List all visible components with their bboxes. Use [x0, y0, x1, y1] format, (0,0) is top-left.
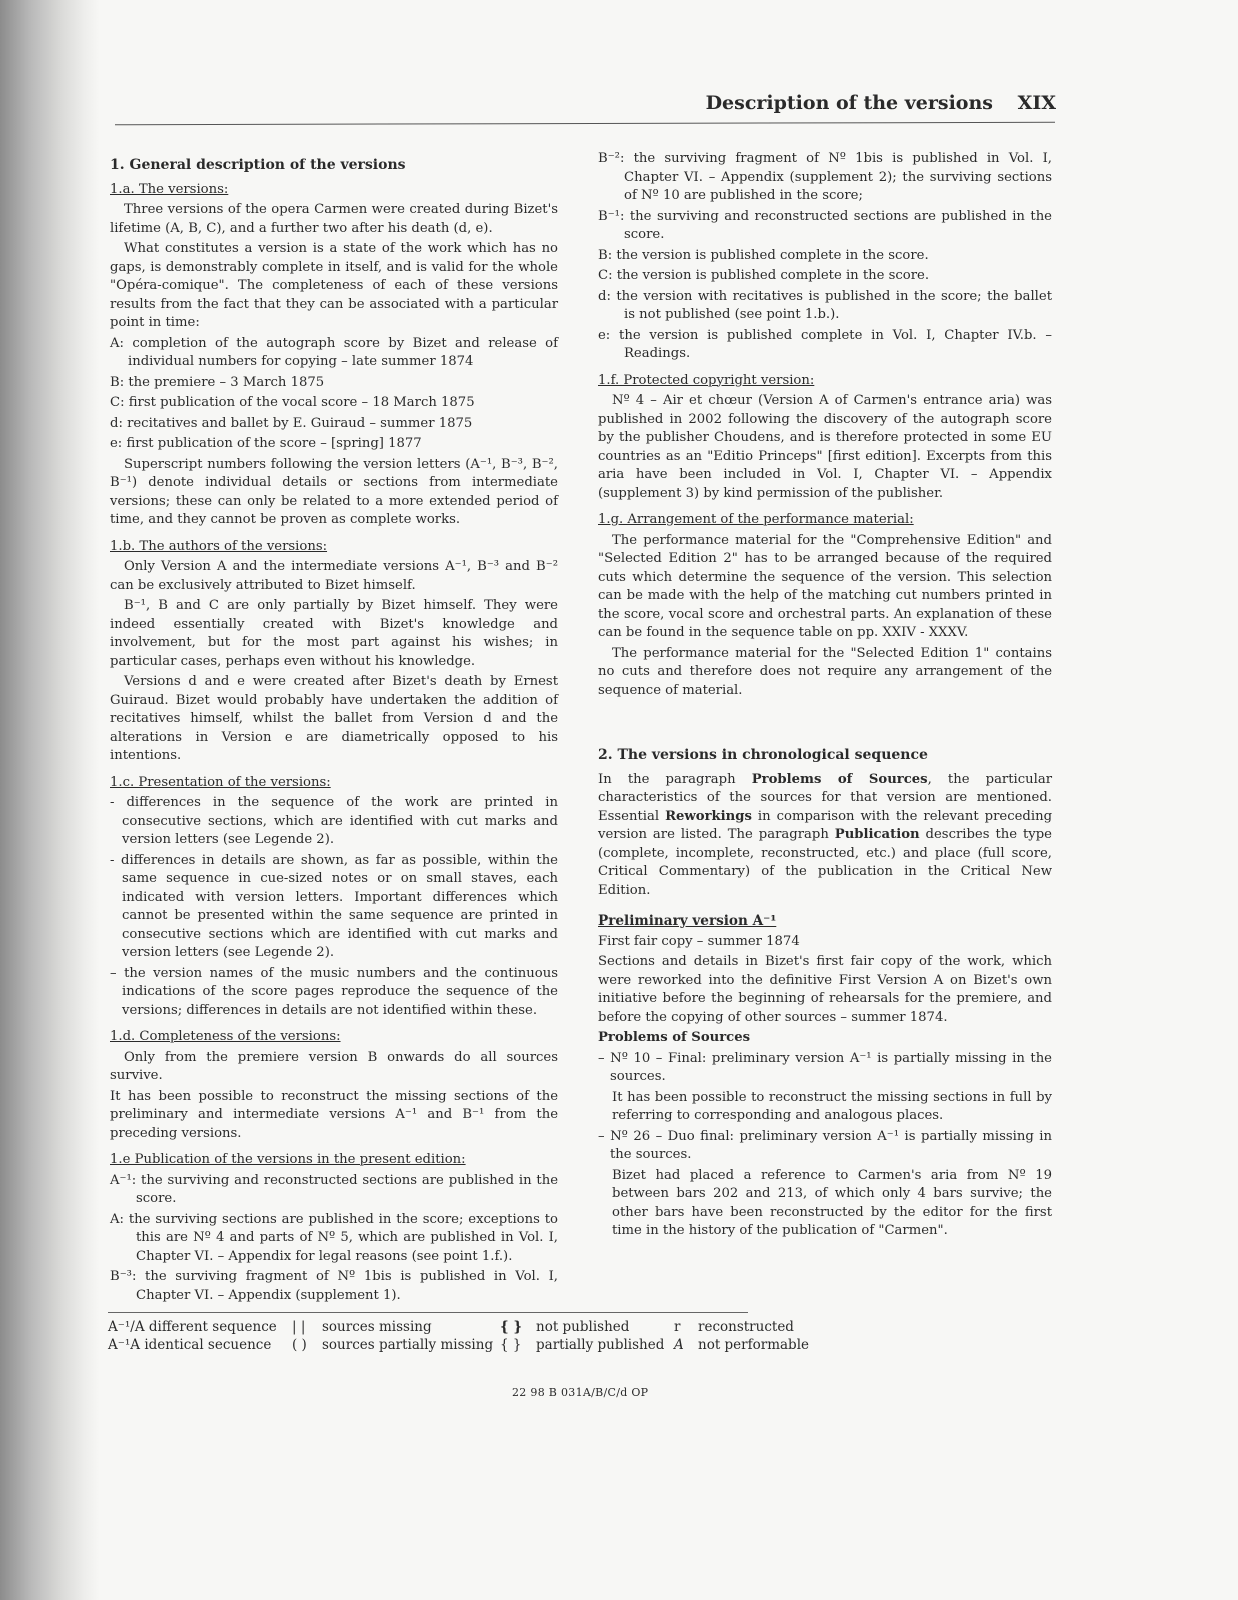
list-item: – Nº 26 – Duo final: preliminary version A⁻¹ is partially missing in the sources.	[598, 1128, 1052, 1162]
right-column	[598, 150, 1052, 1243]
legend-symbol: r	[674, 1319, 681, 1335]
version-heading: Preliminary version A⁻¹	[598, 913, 777, 929]
list-item: – the version names of the music numbers and the continuous indications of the score pages reproduce the sequence of the versions; differences in details are not identified within these.	[110, 965, 558, 1018]
header-rule	[115, 122, 1055, 125]
legend-item: not published	[536, 1319, 630, 1335]
list-item: C: first publication of the vocal score – 18 March 1875	[110, 395, 475, 410]
subheading-1a: 1.a. The versions:	[110, 181, 229, 197]
list-item: - differences in the sequence of the work are printed in consecutive sections, which are identified with cut marks and version letters (see Legende 2).	[110, 795, 558, 847]
legend-rule	[108, 1312, 748, 1313]
paragraph: What constitutes a version is a state of the work which has no gaps, is demonstrably complete in itself, and is valid for the whole "Opéra-comique". The completeness of each of these versions results from the fact that they can be associated with a particular point in time:	[110, 241, 558, 330]
list-item: B⁻¹: the surviving and reconstructed sections are published in the score.	[598, 208, 1052, 242]
book-spine-shadow	[0, 0, 100, 1600]
header-title: Description of the versions	[705, 92, 993, 114]
paragraph: In the paragraph Problems of Sources, the particular characteristics of the sources for that version are mentioned. Essential Reworkings in comparison with the relevant preceding version are listed. The paragraph Publication describes the type (complete, incomplete, reconstructed, etc.) and place (full score, Critical Commentary) of the publication in the Critical New Edition.	[598, 771, 1053, 898]
list-item: C: the version is published complete in the score.	[598, 268, 930, 283]
paragraph: The performance material for the "Selected Edition 1" contains no cuts and therefore does not require any arrangement of the sequence of material.	[598, 645, 1052, 698]
paragraph: It has been possible to reconstruct the missing sections of the preliminary and intermediate versions A⁻¹ and B⁻¹ from the preceding versions.	[110, 1088, 558, 1141]
legend-item: not performable	[698, 1337, 809, 1353]
list-item: B: the version is published complete in the score.	[598, 247, 929, 263]
legend-symbol: A	[674, 1337, 684, 1353]
paragraph: Only Version A and the intermediate versions A⁻¹, B⁻³ and B⁻² can be exclusively attributed to Bizet himself.	[110, 559, 558, 593]
list-item: e: the version is published complete in Vol. I, Chapter IV.b. – Readings.	[598, 327, 1052, 361]
legend-symbol: ( )	[292, 1337, 307, 1353]
legend-item: A⁻¹A identical secuence	[108, 1337, 272, 1353]
subheading-1c: 1.c. Presentation of the versions:	[110, 774, 331, 790]
legend-symbol: { }	[500, 1319, 523, 1335]
legend-item: A⁻¹/A different sequence	[108, 1319, 277, 1335]
subheading-1e: 1.e Publication of the versions in the present edition:	[110, 1152, 466, 1167]
legend-item: reconstructed	[698, 1319, 794, 1335]
list-item: B⁻³: the surviving fragment of Nº 1bis is published in Vol. I, Chapter VI. – Appendix (supplement 1).	[110, 1269, 558, 1303]
list-item: d: the version with recitatives is published in the score; the ballet is not published (see point 1.b.).	[598, 288, 1052, 322]
list-item: B: the premiere – 3 March 1875	[110, 374, 325, 390]
footer-code: 22 98 B 031A/B/C/d OP	[512, 1386, 649, 1399]
legend-symbol: | |	[292, 1319, 306, 1335]
version-date: First fair copy – summer 1874	[598, 933, 800, 949]
page-number: XIX	[1017, 92, 1056, 114]
subheading-1d: 1.d. Completeness of the versions:	[110, 1029, 341, 1044]
paragraph: Versions d and e were created after Bizet's death by Ernest Guiraud. Bizet would probably have undertaken the addition of recitatives himself, whilst the ballet from Version d and the alterations in Version e are diametrically opposed to his intentions.	[110, 674, 558, 763]
section-heading-1: 1. General description of the versions	[110, 157, 406, 173]
subheading-1b: 1.b. The authors of the versions:	[110, 538, 328, 554]
running-header	[706, 92, 1056, 114]
list-item: A: the surviving sections are published in the score; exceptions to this are Nº 4 and parts of Nº 5, which are published in Vol. I, Chapter VI. – Appendix for legal reasons (see point 1.f.).	[110, 1211, 558, 1264]
list-item: A: completion of the autograph score by Bizet and release of individual numbers for copying – late summer 1874	[110, 335, 558, 369]
list-item: d: recitatives and ballet by E. Guiraud – summer 1875	[110, 415, 473, 431]
problems-heading: Problems of Sources	[598, 1030, 751, 1045]
legend-item: partially published	[536, 1337, 665, 1353]
legend-symbol: { }	[500, 1337, 522, 1353]
list-item: B⁻²: the surviving fragment of Nº 1bis is published in Vol. I, Chapter VI. – Appendix (supplement 2); the surviving sections of Nº 10 are published in the score;	[598, 151, 1052, 203]
paragraph: Superscript numbers following the version letters (A⁻¹, B⁻³, B⁻², B⁻¹) denote individual details or sections from intermediate versions; these can only be related to a more extended period of time, and they cannot be proven as complete works.	[110, 456, 558, 527]
section-heading-2: 2. The versions in chronological sequence	[598, 747, 928, 763]
legend-item: sources partially missing	[322, 1337, 494, 1353]
paragraph: Nº 4 – Air et chœur (Version A of Carmen's entrance aria) was published in 2002 following the discovery of the autograph score by the publisher Choudens, and is therefore protected in some EU countries as an "Editio Princeps" [first edition]. Excerpts from this aria have been included in Vol. I, Chapter VI. – Appendix (supplement 3) by kind permission of the publisher.	[598, 393, 1052, 501]
list-item: e: first publication of the score – [spring] 1877	[110, 436, 422, 451]
list-item: – Nº 10 – Final: preliminary version A⁻¹ is partially missing in the sources.	[598, 1050, 1052, 1084]
subheading-1f: 1.f. Protected copyright version:	[598, 372, 815, 388]
subheading-1g: 1.g. Arrangement of the performance material:	[598, 512, 914, 527]
paragraph: Three versions of the opera Carmen were created during Bizet's lifetime (A, B, C), and a further two after his death (d, e).	[110, 202, 558, 236]
left-column	[110, 150, 558, 1307]
list-item: A⁻¹: the surviving and reconstructed sections are published in the score.	[110, 1172, 558, 1206]
paragraph: Only from the premiere version B onwards do all sources survive.	[110, 1049, 558, 1083]
list-item: - differences in details are shown, as far as possible, within the same sequence in cue-sized notes or on small staves, each indicated with version letters. Important differences which cannot be presented within the same sequence are printed in consecutive sections which are identified with cut marks and version letters (see Legende 2).	[110, 852, 558, 960]
paragraph: The performance material for the "Comprehensive Edition" and "Selected Edition 2" has to be arranged because of the required cuts which determine the sequence of the version. This selection can be made with the help of the matching cut numbers printed in the score, vocal score and orchestral parts. An explanation of these can be found in the sequence table on pp. XXIV - XXXV.	[598, 532, 1052, 640]
paragraph: It has been possible to reconstruct the missing sections in full by referring to corresponding and analogous places.	[612, 1089, 1052, 1123]
paragraph: Bizet had placed a reference to Carmen's aria from Nº 19 between bars 202 and 213, of which only 4 bars survive; the other bars have been reconstructed by the editor for the first time in the history of the publication of "Carmen".	[612, 1167, 1052, 1238]
paragraph: Sections and details in Bizet's first fair copy of the work, which were reworked into the definitive First Version A on Bizet's own initiative before the beginning of rehearsals for the premiere, and before the copying of other sources – summer 1874.	[598, 954, 1052, 1025]
legend-item: sources missing	[322, 1319, 432, 1335]
paragraph: B⁻¹, B and C are only partially by Bizet himself. They were indeed essentially created with Bizet's knowledge and involvement, but for the most part against his wishes; in particular cases, perhaps even without his knowledge.	[110, 598, 558, 669]
